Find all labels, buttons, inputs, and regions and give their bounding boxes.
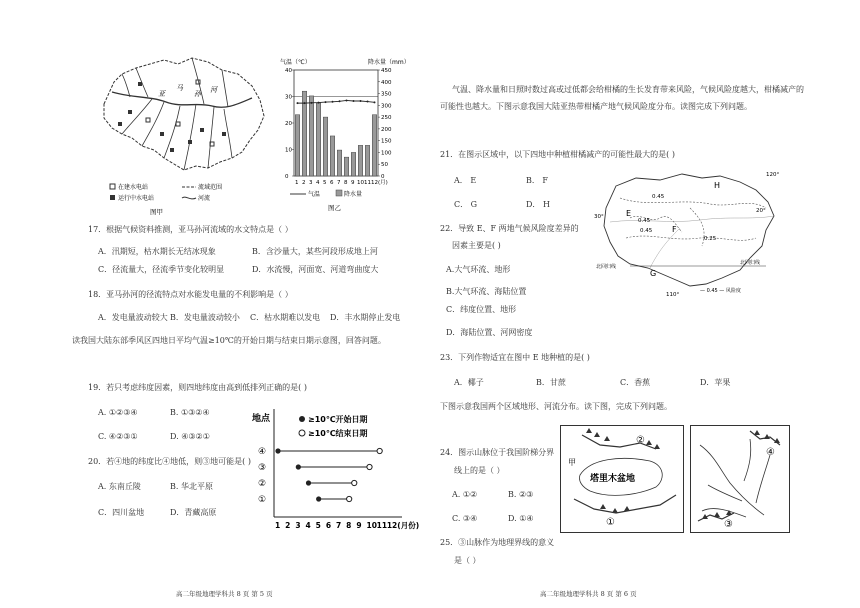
month-tick-label: 8	[344, 180, 348, 186]
q22-stem-1: 22．导致 E、F 两地气候风险度差异的	[440, 224, 579, 233]
right-tick-label: 0	[381, 174, 385, 180]
q24-stem-1: 24．图示山脉位于我国阶梯分界	[440, 448, 555, 457]
climate-chart	[278, 56, 414, 216]
q19-option-c[interactable]: C. ④②③①	[98, 432, 138, 441]
start-dot	[296, 464, 301, 469]
x-tick-label: 1	[275, 521, 281, 530]
right-axis-label: 降水量（mm）	[368, 59, 410, 66]
end-dot	[367, 464, 372, 469]
right-tick-label: 250	[381, 115, 392, 122]
intro-line-1: 气温、降水量和日照时数过高或过低都会给柑橘的生长发育带来风险，气候风险度越大，柑橘减产的	[452, 85, 804, 94]
q22-option-a[interactable]: A.大气环流、地形	[446, 265, 511, 274]
legend-running-station: 运行中水电站	[118, 195, 155, 202]
map-legend	[110, 183, 222, 202]
q18-option-a[interactable]: A．发电量波动较大	[98, 313, 168, 322]
q25-stem-1: 25．③山脉作为地理界线的意义	[440, 538, 555, 547]
x-tick-label: 2	[285, 521, 291, 530]
precip-bar	[337, 150, 341, 176]
month-tick-label: 2	[302, 180, 306, 186]
map-legend: — 0.45 — 风险度	[700, 288, 741, 294]
end-dot	[377, 448, 382, 453]
q22-stem-2: 因素主要是( )	[452, 241, 501, 250]
q18-option-c[interactable]: C．枯水期难以发电	[250, 313, 321, 322]
q19-intro: 读我国大陆东部季风区四地日平均气温≥10℃的开始日期与结束日期示意图，回答问题。	[72, 336, 386, 345]
month-tick-label: 12(月)	[371, 180, 388, 186]
river-label-3: 孙	[194, 90, 201, 98]
x-tick-label: 10	[366, 521, 377, 530]
precip-bar	[295, 115, 299, 176]
x-tick-label: 3	[295, 521, 301, 530]
right-tick-label: 450	[381, 68, 392, 74]
value-025: 0.25	[704, 236, 717, 242]
legend-building-station: 在建水电站	[118, 184, 149, 191]
x-tick-label: 12(月份)	[386, 521, 420, 530]
river-label-1: 亚	[158, 90, 165, 98]
month-tick-label: 5	[323, 180, 327, 186]
lon-120: 120°	[766, 172, 780, 178]
q23-option-c[interactable]: C．香蕉	[620, 378, 651, 387]
q24-option-d[interactable]: D. ①④	[508, 514, 534, 523]
x-tick-label: 5	[315, 521, 321, 530]
legend-end-dot	[299, 430, 305, 436]
region-two-map	[690, 425, 790, 533]
mountain-3-label: ③	[724, 519, 733, 530]
legend-start-text: ≥10℃开始日期	[308, 415, 368, 424]
q22-option-b[interactable]: B.大气环流、海陆位置	[446, 287, 527, 296]
month-tick-label: 3	[309, 180, 313, 186]
legend-end-text: ≥10℃结束日期	[308, 429, 368, 438]
start-dot	[306, 480, 311, 485]
row-label: ①	[258, 495, 267, 505]
legend-precip-swatch	[336, 190, 342, 196]
left-tick-label: 0	[285, 174, 289, 180]
point-h: H	[714, 181, 721, 190]
right-tick-label: 50	[381, 162, 388, 169]
month-tick-label: 6	[330, 180, 334, 186]
lat-20: 20°	[756, 208, 766, 214]
end-dot	[347, 496, 352, 501]
q23-option-a[interactable]: A．椰子	[454, 378, 484, 387]
q23-option-d[interactable]: D．苹果	[700, 378, 731, 387]
month-tick-label: 1	[295, 180, 299, 186]
left-tick-label: 20	[285, 121, 292, 127]
right-footer: 高二年级地理学科共 8 页 第 6 页	[540, 590, 637, 598]
citrus-risk-map	[590, 168, 786, 304]
amazon-basin-map	[92, 52, 270, 220]
x-tick-label: 6	[325, 521, 332, 530]
q17-option-d[interactable]: D．水流慢，河面宽、河道弯曲度大	[252, 265, 379, 274]
river-label-4: 河	[210, 86, 217, 94]
precip-bar	[323, 117, 327, 176]
precip-bar	[365, 145, 369, 176]
q21-stem: 21．在图示区域中，以下四地中种植柑橘减产的可能性最大的是( )	[440, 150, 675, 159]
precip-bar	[372, 115, 376, 176]
lat-30: 30°	[594, 214, 604, 220]
q18-stem: 18．亚马孙河的径流特点对水能发电量的不利影响是（ ）	[88, 290, 293, 299]
end-dot	[352, 480, 357, 485]
month-tick-label: 10	[357, 180, 364, 186]
tropic-label-left: 北回归线	[596, 264, 617, 270]
tropic-label-right: 北回归线	[740, 260, 761, 266]
chart-title: 地点	[252, 414, 271, 424]
q19-stem: 19．若只考虑纬度因素，则四地纬度由高到低排列正确的是( )	[88, 383, 307, 392]
mountain-1-label: ①	[606, 517, 615, 528]
precip-bar	[309, 96, 313, 176]
river-label-2: 马	[176, 84, 183, 92]
left-footer: 高二年级地理学科共 8 页 第 5 页	[176, 590, 273, 598]
right-tick-label: 200	[381, 126, 392, 133]
q20-option-c[interactable]: C．四川盆地	[98, 508, 145, 517]
x-tick-label: 4	[305, 521, 311, 530]
right-tick-label: 300	[381, 103, 392, 110]
q24-intro: 下图示意我国两个区域地形、河流分布。读下图，完成下列问题。	[440, 402, 672, 411]
q24-option-b[interactable]: B. ②③	[508, 490, 534, 499]
precip-bar	[344, 157, 348, 176]
row-label: ②	[258, 479, 267, 489]
month-tick-label: 9	[351, 180, 355, 186]
q20-stem: 20．若④地的纬度比④地低，则③地可能是( )	[88, 457, 251, 466]
q17-option-c[interactable]: C．径流量大，径流季节变化较明显	[98, 265, 225, 274]
q21-option-d[interactable]: D． H	[526, 200, 550, 209]
value-045-c: 0.45	[640, 228, 653, 234]
main-river	[112, 92, 252, 107]
mountain-4-label: ④	[766, 447, 775, 458]
row-label: ④	[258, 447, 267, 457]
precip-bar	[330, 136, 334, 176]
q17-option-a[interactable]: A．汛期短，枯水期长无结冰现象	[98, 247, 216, 256]
q17-stem: 17．根据气候资料推测，亚马孙河流域的水文特点是（ ）	[88, 225, 293, 234]
q24-stem-2: 线上的是（ ）	[454, 466, 505, 475]
point-f: F	[672, 225, 677, 234]
basin-label: 塔里木盆地	[590, 474, 636, 484]
point-g: G	[650, 269, 657, 278]
right-tick-label: 400	[381, 79, 392, 86]
q24-option-c[interactable]: C. ③④	[452, 514, 478, 523]
x-tick-label: 9	[356, 521, 362, 530]
q17-option-b[interactable]: B．含沙量大，某些河段形成地上河	[252, 247, 378, 256]
q23-option-b[interactable]: B．甘蔗	[536, 378, 566, 387]
precip-bar	[316, 103, 320, 176]
fig-b-caption: 图乙	[328, 204, 341, 212]
label-jia: 甲	[568, 458, 576, 467]
q23-stem: 23．下列作物适宜在图中 E 地种植的是( )	[440, 353, 590, 362]
left-tick-label: 10	[285, 147, 292, 154]
right-tick-label: 100	[381, 150, 392, 157]
x-tick-label: 11	[376, 521, 388, 530]
lon-110: 110°	[666, 292, 680, 298]
intro-line-2: 可能性也越大。下图示意我国大陆亚热带柑橘产地气候风险度分布。读图完成下列问题。	[440, 102, 752, 111]
right-tick-label: 150	[381, 138, 392, 145]
q20-option-d[interactable]: D．青藏高原	[170, 508, 217, 517]
q19-option-b[interactable]: B. ①③②④	[170, 408, 210, 417]
right-tick-label: 350	[381, 91, 392, 98]
q25-stem-2: 是（ ）	[454, 556, 481, 565]
precip-bar	[351, 152, 355, 176]
q22-option-d[interactable]: D．海陆位置、河网密度	[446, 328, 533, 337]
q20-option-b[interactable]: B. 华北平原	[170, 482, 213, 491]
value-045-b: 0.45	[638, 218, 651, 224]
precip-bar	[358, 145, 362, 176]
start-dot	[275, 448, 280, 453]
tarim-basin-map	[560, 425, 684, 533]
q22-option-c[interactable]: C．纬度位置、地形	[446, 305, 517, 314]
legend-temp-text: 气温	[308, 191, 321, 198]
mountain-2-label: ②	[636, 435, 645, 446]
q18-option-b[interactable]: B．发电量波动较小	[170, 313, 240, 322]
q24-option-a[interactable]: A. ①②	[452, 490, 478, 499]
region-outline	[604, 174, 774, 286]
start-dot	[316, 496, 321, 501]
q21-option-b[interactable]: B． F	[526, 176, 548, 185]
q19-option-d[interactable]: D. ④③②①	[170, 432, 210, 441]
x-tick-label: 7	[336, 521, 342, 530]
point-e: E	[626, 209, 632, 218]
legend-start-dot	[299, 416, 305, 422]
month-tick-label: 7	[337, 180, 341, 186]
left-axis-label: 气温（℃）	[280, 59, 311, 66]
q20-option-a[interactable]: A. 东南丘陵	[98, 482, 141, 491]
row-label: ③	[258, 463, 267, 473]
left-tick-label: 30	[285, 94, 292, 101]
q21-option-c[interactable]: C． G	[454, 200, 478, 209]
q19-option-a[interactable]: A. ①②③④	[98, 408, 138, 417]
legend-precip-text: 降水量	[344, 191, 363, 198]
tributaries	[122, 58, 232, 170]
fig-a-caption: 图甲	[150, 208, 163, 216]
month-tick-label: 4	[316, 180, 320, 186]
value-045-a: 0.45	[652, 194, 665, 200]
q18-option-d[interactable]: D．丰水期停止发电	[330, 313, 401, 322]
month-tick-label: 11	[364, 180, 371, 186]
q21-option-a[interactable]: A． E	[454, 176, 477, 185]
x-tick-label: 8	[346, 521, 352, 530]
temperature-date-chart	[252, 405, 424, 531]
legend-river: 河流	[198, 195, 211, 202]
left-tick-label: 40	[285, 68, 292, 74]
legend-basin-range: 流域范围	[198, 184, 223, 191]
